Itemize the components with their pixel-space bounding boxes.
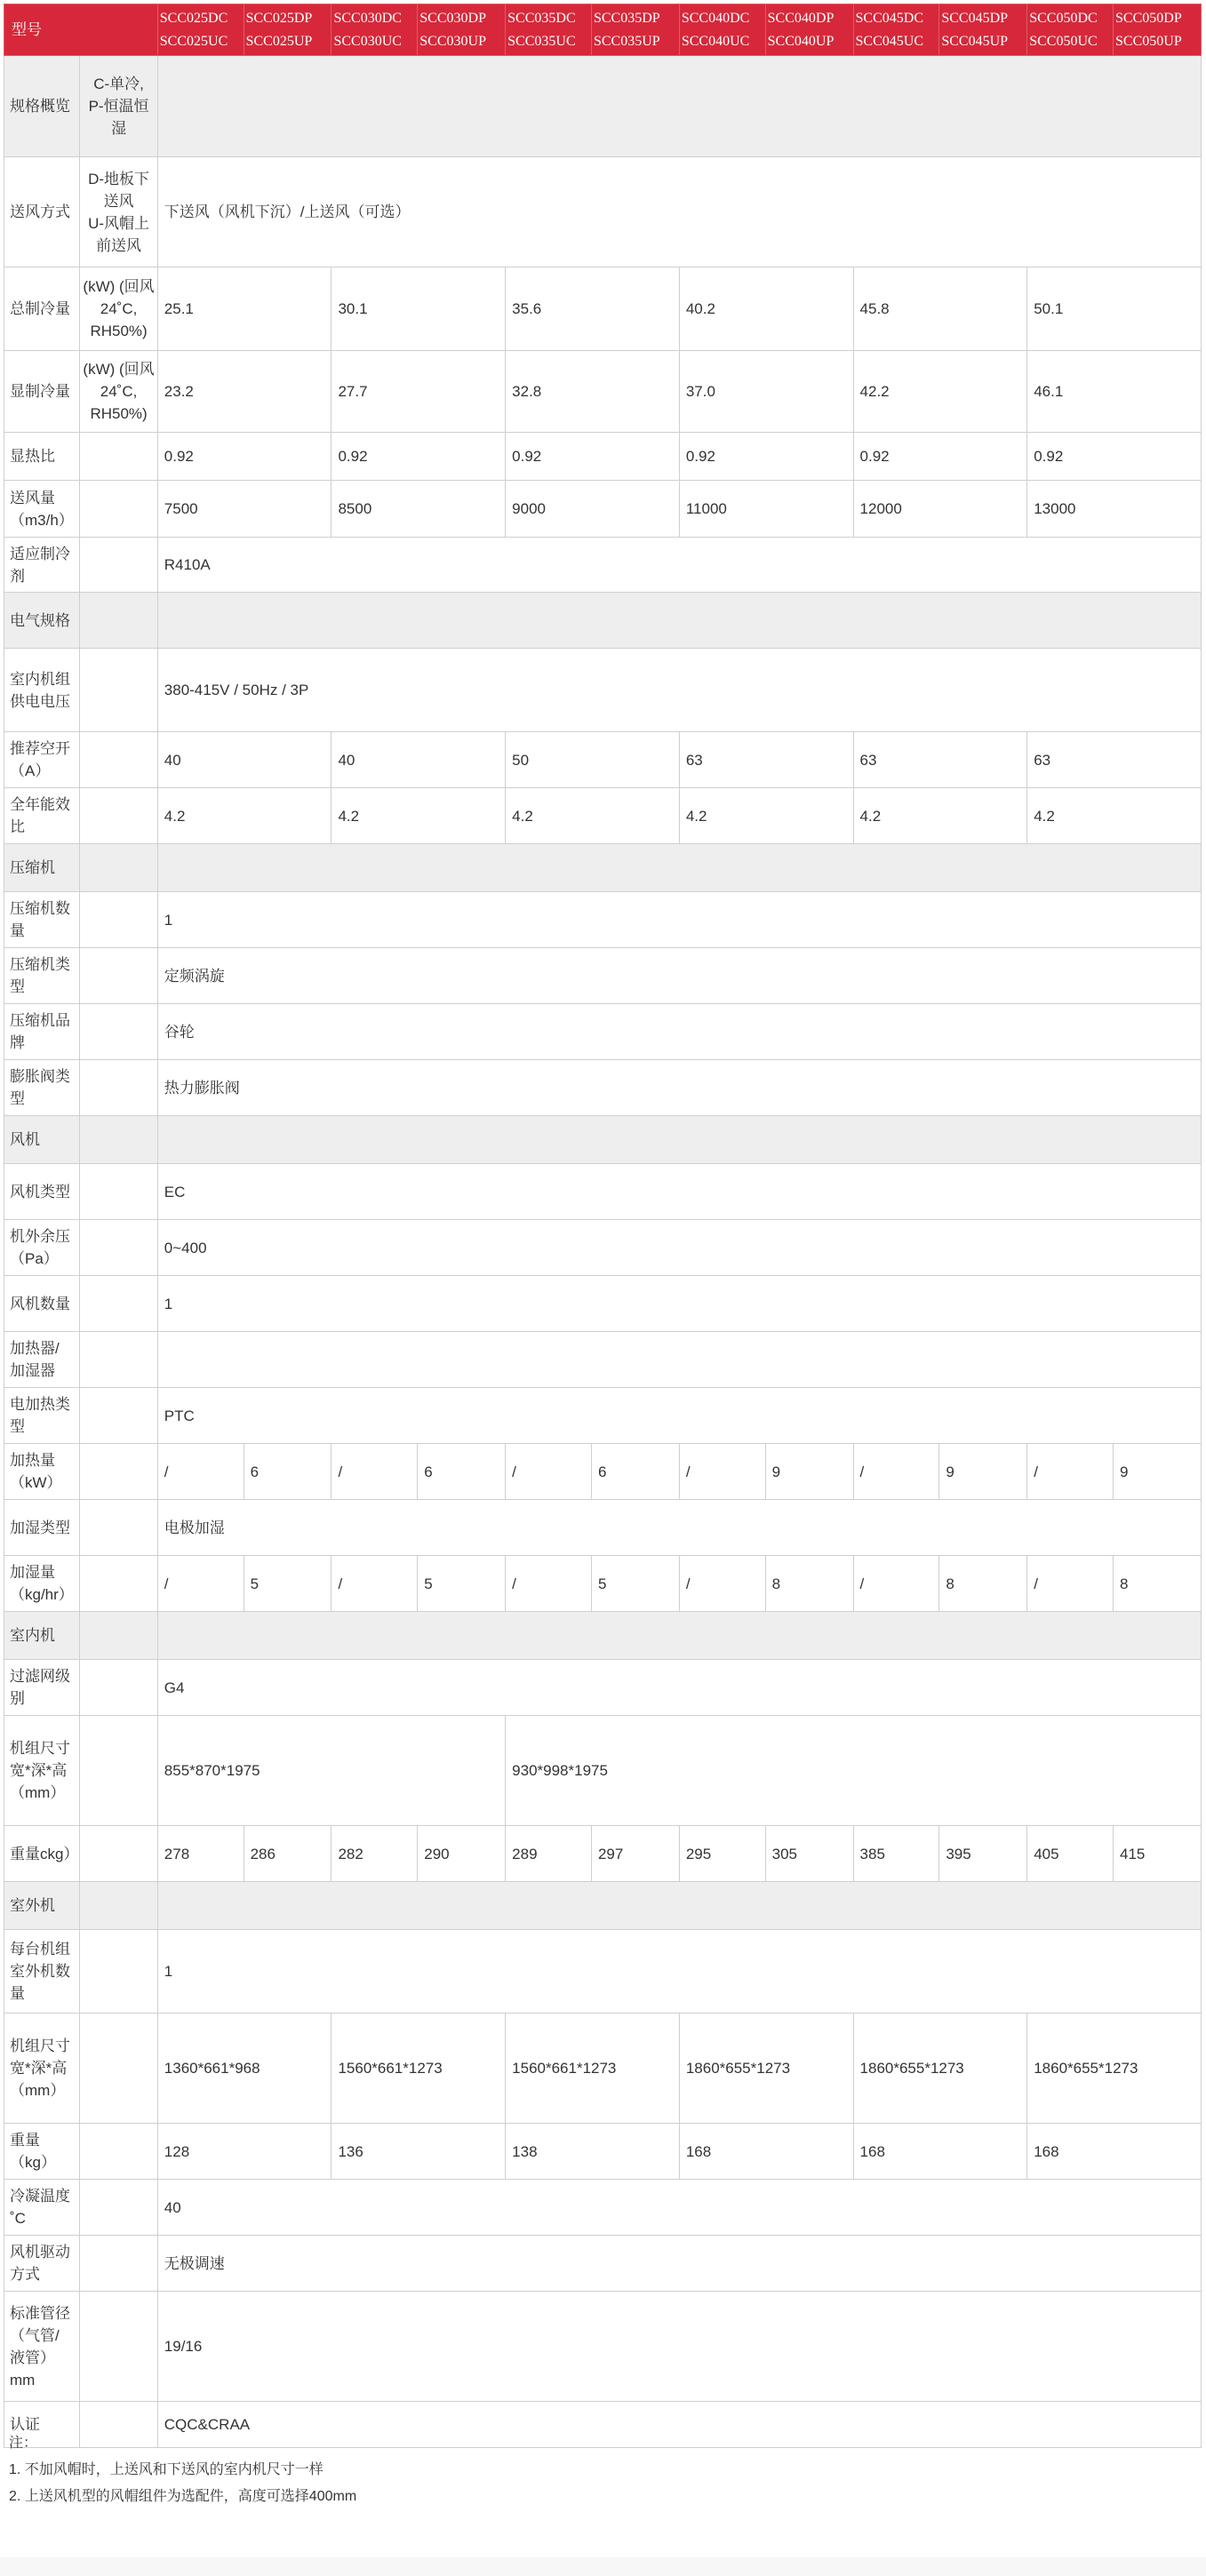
value-cell: 415 [1114,1826,1202,1882]
section-fill [157,844,1201,892]
row-label: 认证 [4,2402,80,2448]
row-label: 风机类型 [4,1164,80,1220]
value-cell: 5 [591,1556,679,1612]
row-sublabel [80,1930,157,2014]
row-label: 电加热类型 [4,1388,80,1444]
value-cell: 37.0 [679,351,853,433]
section-row [4,844,1202,892]
spec-row [4,1060,1202,1116]
model-code: SCC030UP [419,33,486,49]
row-sublabel [80,732,157,788]
value-cell: 380-415V / 50Hz / 3P [157,649,1201,732]
row-label: 压缩机数量 [4,892,80,948]
row-sublabel [80,788,157,844]
value-cell: 25.1 [157,267,331,351]
sublabel-line: (kW) (回风24˚C, [83,278,155,317]
value-cell: 30.1 [331,267,506,351]
value-cell: 6 [418,1444,506,1500]
spec-row [4,649,1202,732]
value-cell: 12000 [853,481,1027,538]
model-code: SCC030UC [333,33,402,49]
row-sublabel [80,1004,157,1060]
header-label: 型号 [4,4,158,56]
value-cell: 50.1 [1027,267,1202,351]
row-label: 重量（kg） [4,2124,80,2180]
row-sublabel [80,593,157,649]
value-cell: 9 [939,1444,1027,1500]
row-sublabel [80,1164,157,1220]
spec-row [4,538,1202,593]
value-cell: 1 [157,1930,1201,2014]
value-cell: / [157,1556,244,1612]
row-label: 机外余压（Pa） [4,1220,80,1276]
row-label: 全年能效比 [4,788,80,844]
section-label: 室外机 [4,1882,80,1930]
row-sublabel [80,1556,157,1612]
spec-row [4,1220,1202,1276]
value-cell: 168 [679,2124,853,2180]
row-sublabel [80,433,157,481]
section-fill [157,1116,1201,1164]
value-cell: 32.8 [506,351,680,433]
value-cell: / [679,1556,765,1612]
value-cell: 9 [1114,1444,1202,1500]
value-cell: 40 [331,732,506,788]
row-sublabel [80,157,157,267]
value-cell: 4.2 [1027,788,1202,844]
value-cell: 0.92 [157,433,331,481]
header-model [1027,4,1114,56]
row-sublabel [80,351,157,433]
model-code: SCC035DP [593,10,660,26]
spec-row [4,267,1202,351]
row-sublabel [80,844,157,892]
spec-row [4,2014,1202,2124]
section-row [4,593,1202,649]
value-cell: 无极调速 [157,2236,1201,2292]
row-label: 显制冷量 [4,351,80,433]
row-label: 压缩机类型 [4,948,80,1004]
row-label: 风机驱动方式 [4,2236,80,2292]
sublabel-line: C-单冷, [93,76,144,92]
row-label: 加湿量（kg/hr） [4,1556,80,1612]
spec-row [4,892,1202,948]
row-sublabel [80,1276,157,1332]
row-sublabel [80,948,157,1004]
spec-row [4,1332,1202,1388]
row-label: 加热量（kW） [4,1444,80,1500]
value-cell: 168 [853,2124,1027,2180]
value-cell: 1860*655*1273 [853,2014,1027,2124]
row-label: 机组尺寸宽*深*高（mm） [4,2014,80,2124]
value-cell: 405 [1027,1826,1114,1882]
row-sublabel [80,2236,157,2292]
header-model [244,4,331,56]
row-sublabel [80,1060,157,1116]
value-cell: 27.7 [331,351,506,433]
model-code: SCC025DC [159,10,228,26]
row-sublabel [80,1388,157,1444]
model-code: SCC050DC [1029,10,1098,26]
row-label: 膨胀阀类型 [4,1060,80,1116]
spec-row [4,1164,1202,1220]
value-cell: 1560*661*1273 [331,2014,506,2124]
header-model [939,4,1027,56]
model-code: SCC035DC [507,10,576,26]
footer-band [0,2557,1206,2576]
row-sublabel [80,1444,157,1500]
header-model [418,4,506,56]
section-label: 压缩机 [4,844,80,892]
sublabel-line: U-风帽上前送风 [88,214,150,254]
value-cell: 8500 [331,481,506,538]
notes-title: 注： [9,2436,38,2451]
value-cell: PTC [157,1388,1201,1444]
value-cell: 63 [1027,732,1202,788]
spec-row [4,2292,1202,2402]
value-cell: 4.2 [331,788,506,844]
model-code: SCC040DC [681,10,750,26]
value-cell: / [506,1556,592,1612]
sublabel-line: P-恒温恒湿 [88,98,149,137]
value-cell: 855*870*1975 [157,1716,505,1826]
value-cell: EC [157,1164,1201,1220]
value-cell: CQC&CRAA [157,2402,1201,2448]
section-row [4,56,1202,157]
value-cell: G4 [157,1660,1201,1716]
value-cell: 4.2 [157,788,331,844]
spec-row [4,1556,1202,1612]
spec-row [4,433,1202,481]
value-cell: 297 [591,1826,679,1882]
value-cell: 8 [1114,1556,1202,1612]
value-cell: 1860*655*1273 [679,2014,853,2124]
value-cell: 5 [418,1556,506,1612]
value-cell: 1 [157,1276,1201,1332]
value-cell: 13000 [1027,481,1202,538]
value-cell: / [853,1444,939,1500]
value-cell: / [1027,1444,1114,1500]
value-cell: 0~400 [157,1220,1201,1276]
section-row [4,1882,1202,1930]
header-model [679,4,765,56]
value-cell: / [331,1444,418,1500]
value-cell: 45.8 [853,267,1027,351]
spec-row [4,1500,1202,1556]
header-model [591,4,679,56]
row-sublabel [80,1882,157,1930]
section-fill [157,56,1201,157]
row-sublabel [80,538,157,593]
value-cell: 63 [679,732,853,788]
row-sublabel [80,649,157,732]
spec-row [4,2124,1202,2180]
header-model [331,4,418,56]
value-cell: / [853,1556,939,1612]
row-label: 送风方式 [4,157,80,267]
value-cell: 0.92 [1027,433,1202,481]
row-label: 冷凝温度˚C [4,2180,80,2236]
value-cell: 35.6 [506,267,680,351]
value-cell: 热力膨胀阀 [157,1060,1201,1116]
value-cell: 138 [506,2124,680,2180]
row-label: 推荐空开（A） [4,732,80,788]
value-cell: 23.2 [157,351,331,433]
spec-row [4,788,1202,844]
value-cell: 1860*655*1273 [1027,2014,1202,2124]
spec-row [4,157,1202,267]
value-cell: 282 [331,1826,418,1882]
spec-row [4,1276,1202,1332]
row-sublabel [80,1116,157,1164]
row-label: 重量ckg） [4,1826,80,1882]
header-model [1114,4,1202,56]
value-cell: 1 [157,892,1201,948]
row-label: 总制冷量 [4,267,80,351]
row-sublabel [80,2014,157,2124]
spec-row [4,1004,1202,1060]
value-cell: 4.2 [853,788,1027,844]
value-cell: 6 [244,1444,331,1500]
sublabel-line: RH50%) [90,323,148,339]
row-sublabel [80,2180,157,2236]
value-cell: / [157,1444,244,1500]
header-model [765,4,853,56]
value-cell: 278 [157,1826,244,1882]
value-cell: / [331,1556,418,1612]
value-cell: R410A [157,538,1201,593]
row-label: 显热比 [4,433,80,481]
value-cell: 40.2 [679,267,853,351]
row-label: 适应制冷剂 [4,538,80,593]
value-cell: 0.92 [331,433,506,481]
value-cell: 128 [157,2124,331,2180]
row-label: 室内机组供电电压 [4,649,80,732]
header-row [4,4,1202,56]
spec-row [4,732,1202,788]
section-label: 室内机 [4,1612,80,1660]
value-cell: 290 [418,1826,506,1882]
value-cell: 50 [506,732,680,788]
header-model [853,4,939,56]
row-sublabel [80,1220,157,1276]
value-cell: 19/16 [157,2292,1201,2402]
value-cell: 42.2 [853,351,1027,433]
value-cell: 6 [591,1444,679,1500]
value-cell: 0.92 [679,433,853,481]
model-code: SCC035UC [507,33,576,49]
value-cell: 0.92 [853,433,1027,481]
row-sublabel [80,2124,157,2180]
value-cell: 4.2 [679,788,853,844]
note-item-2: 2. 上送风机型的风帽组件为选配件，高度可选择400mm [9,2489,357,2504]
spec-row [4,1388,1202,1444]
section-label: 风机 [4,1116,80,1164]
value-cell: 305 [765,1826,853,1882]
sublabel-line: D-地板下送风 [88,170,150,210]
model-code: SCC025UC [159,33,228,49]
value-cell: / [1027,1556,1114,1612]
header-model [157,4,244,56]
header-model [506,4,592,56]
section-fill [157,1612,1201,1660]
row-sublabel [80,1332,157,1388]
spec-row [4,351,1202,433]
value-cell: 289 [506,1826,592,1882]
value-cell: 9 [765,1444,853,1500]
value-cell: 8 [939,1556,1027,1612]
value-cell: / [506,1444,592,1500]
spec-row [4,1826,1202,1882]
spec-table [4,4,1202,2448]
section-row [4,1116,1202,1164]
row-sublabel [80,892,157,948]
model-code: SCC025DP [245,10,313,26]
row-label: 压缩机品牌 [4,1004,80,1060]
section-label: 规格概览 [4,56,80,157]
value-cell: 930*998*1975 [506,1716,1202,1826]
value-cell [157,1332,1201,1388]
model-code: SCC040UC [681,33,750,49]
section-label: 电气规格 [4,593,80,649]
spec-row [4,1660,1202,1716]
value-cell: 4.2 [506,788,680,844]
model-code: SCC045UP [941,33,1009,49]
model-code: SCC045UC [855,33,923,49]
value-cell: 295 [679,1826,765,1882]
spec-row [4,1716,1202,1826]
spec-row [4,2236,1202,2292]
sublabel-line: (kW) (回风24˚C, [83,361,155,400]
row-sublabel [80,1826,157,1882]
model-code: SCC040DP [767,10,835,26]
row-label: 标准管径 （气管/液管）mm [4,2292,80,2402]
model-code: SCC050DP [1115,10,1182,26]
note-item-1: 1. 不加风帽时，上送风和下送风的室内机尺寸一样 [9,2462,323,2477]
row-label: 过滤网级别 [4,1660,80,1716]
model-code: SCC040UP [767,33,835,49]
value-cell: 5 [244,1556,331,1612]
spec-row [4,1444,1202,1500]
value-cell: 8 [765,1556,853,1612]
spec-row [4,948,1202,1004]
row-sublabel [80,1716,157,1826]
value-cell: 下送风（风机下沉）/上送风（可选） [157,157,1201,267]
row-label: 送风量（m3/h） [4,481,80,538]
value-cell: 7500 [157,481,331,538]
value-cell: 11000 [679,481,853,538]
spec-row [4,481,1202,538]
value-cell: 286 [244,1826,331,1882]
row-label: 机组尺寸宽*深*高（mm） [4,1716,80,1826]
value-cell: 谷轮 [157,1004,1201,1060]
value-cell: 40 [157,732,331,788]
section-fill [157,1882,1201,1930]
value-cell: 0.92 [506,433,680,481]
row-sublabel [80,481,157,538]
section-fill [157,593,1201,649]
row-label: 每台机组室外机数量 [4,1930,80,2014]
model-code: SCC035UP [593,33,660,49]
sublabel-line: RH50%) [90,405,148,422]
value-cell: 1360*661*968 [157,2014,331,2124]
model-code: SCC045DP [941,10,1009,26]
model-code: SCC030DC [333,10,402,26]
value-cell: 40 [157,2180,1201,2236]
value-cell: 63 [853,732,1027,788]
section-row [4,1612,1202,1660]
value-cell: / [679,1444,765,1500]
value-cell: 46.1 [1027,351,1202,433]
row-sublabel [80,2292,157,2402]
row-sublabel [80,56,157,157]
row-sublabel [80,1500,157,1556]
model-code: SCC050UP [1115,33,1182,49]
row-sublabel [80,267,157,351]
row-sublabel [80,1612,157,1660]
value-cell: 395 [939,1826,1027,1882]
value-cell: 168 [1027,2124,1202,2180]
row-label: 加湿类型 [4,1500,80,1556]
value-cell: 136 [331,2124,506,2180]
model-code: SCC045DC [855,10,923,26]
value-cell: 电极加湿 [157,1500,1201,1556]
value-cell: 定频涡旋 [157,948,1201,1004]
row-label: 加热器/加湿器 [4,1332,80,1388]
spec-row [4,1930,1202,2014]
model-code: SCC025UP [245,33,313,49]
model-code: SCC030DP [419,10,486,26]
value-cell: 385 [853,1826,939,1882]
row-sublabel [80,1660,157,1716]
model-code: SCC050UC [1029,33,1098,49]
spec-row [4,2180,1202,2236]
row-label: 风机数量 [4,1276,80,1332]
notes [9,2430,356,2510]
value-cell: 9000 [506,481,680,538]
value-cell: 1560*661*1273 [506,2014,680,2124]
